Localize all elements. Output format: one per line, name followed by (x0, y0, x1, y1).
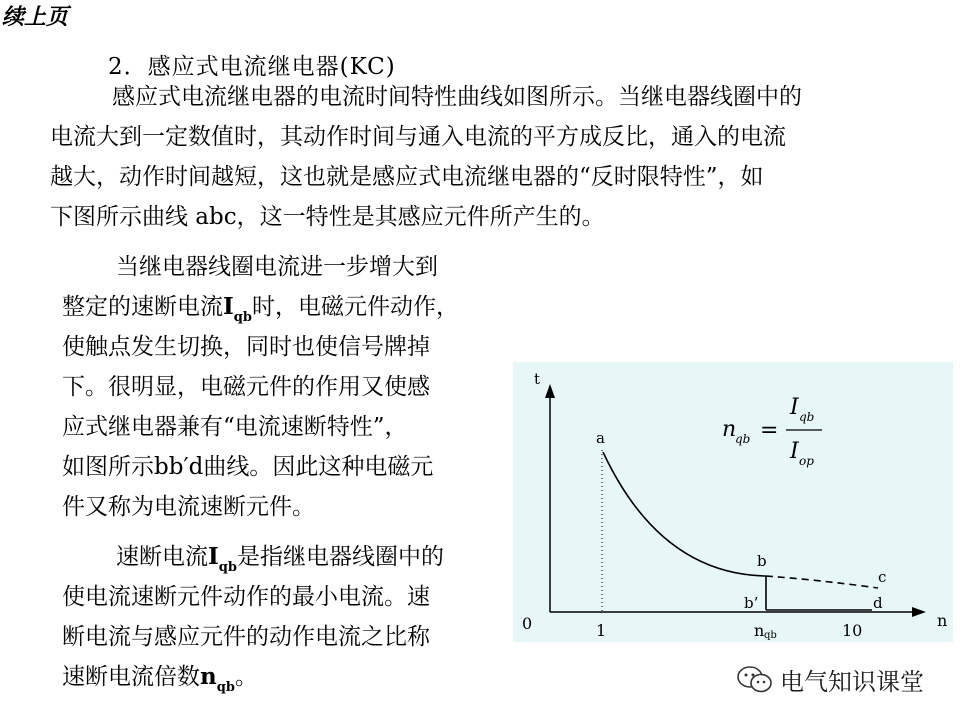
para2-line-7: 件又称为电流速断元件。 (62, 494, 315, 520)
watermark (736, 662, 924, 697)
tick-label-10: 10 (842, 621, 863, 640)
section-heading: 2．感应式电流继电器(KC) (108, 54, 396, 80)
point-label-d: d (873, 594, 883, 612)
formula-lhs: n (722, 417, 737, 442)
para3-line-2: 使电流速断元件动作的最小电流。速 (62, 584, 430, 610)
formula-denominator: I (790, 439, 799, 464)
para3-line-4-pre: 速断电流倍数 (62, 664, 200, 690)
symbol-sub-qb: qb (218, 560, 237, 575)
para2-line-6: 如图所示bb′d曲线。因此这种电磁元 (62, 454, 434, 480)
intro-line-4: 下图所示曲线 abc，这一特性是其感应元件所产生的。 (50, 204, 605, 230)
y-axis-arrow (545, 384, 555, 398)
para3-line-4-post: 。 (234, 664, 258, 690)
origin-label: 0 (522, 614, 533, 633)
intro-line-2: 电流大到一定数值时，其动作时间与通入电流的平方成反比，通入的电流 (50, 124, 786, 150)
point-label-a: a (596, 429, 605, 447)
x-axis-label: n (937, 611, 948, 630)
watermark-text: 电气知识课堂 (780, 668, 924, 696)
x-axis-arrow (912, 607, 926, 617)
intro-line-3: 越大，动作时间越短，这也就是感应式电流继电器的“反时限特性”，如 (50, 164, 764, 190)
point-label-c: c (878, 568, 887, 586)
symbol-I: I (223, 293, 234, 320)
para2-line-1: 当继电器线圈电流进一步增大到 (116, 254, 438, 280)
wechat-bubble-icon (736, 665, 774, 695)
para2-line-2-pre: 整定的速断电流 (62, 294, 223, 320)
para2-line-5: 应式继电器兼有“电流速断特性”， (62, 414, 408, 440)
formula-equals: = (760, 418, 779, 443)
symbol-sub-qb: qb (216, 680, 235, 695)
para3-line-1-post: 是指继电器线圈中的 (236, 544, 444, 570)
symbol-I: I (208, 543, 219, 570)
formula-denominator-sub: op (799, 454, 814, 468)
symbol-sub-qb: qb (233, 310, 252, 325)
curve-bc-dashed (766, 576, 878, 588)
formula-numerator: I (790, 395, 799, 420)
point-label-b-prime: b’ (744, 594, 759, 612)
point-label-b: b (757, 552, 767, 570)
symbol-n: n (200, 663, 217, 690)
para2-line-2-post: 时，电磁元件动作， (251, 294, 459, 320)
continuation-label: 续上页 (2, 4, 69, 30)
y-axis-label: t (534, 370, 541, 388)
intro-line-1: 感应式电流继电器的电流时间特性曲线如图所示。当继电器线圈中的 (112, 84, 802, 110)
formula-numerator-sub: qb (799, 410, 815, 424)
tick-label-n: n (754, 621, 765, 640)
tick-label-1: 1 (596, 621, 607, 640)
para3-line-3: 断电流与感应元件的动作电流之比称 (62, 624, 430, 650)
formula-lhs-sub: qb (735, 432, 751, 446)
curve-ab (603, 452, 766, 576)
para3-line-1-pre: 速断电流 (116, 544, 208, 570)
para2-line-3: 使触点发生切换，同时也使信号牌掉 (62, 334, 430, 360)
tick-label-n-sub: qb (764, 630, 777, 641)
para2-line-4: 下。很明显，电磁元件的作用又使感 (62, 374, 430, 400)
